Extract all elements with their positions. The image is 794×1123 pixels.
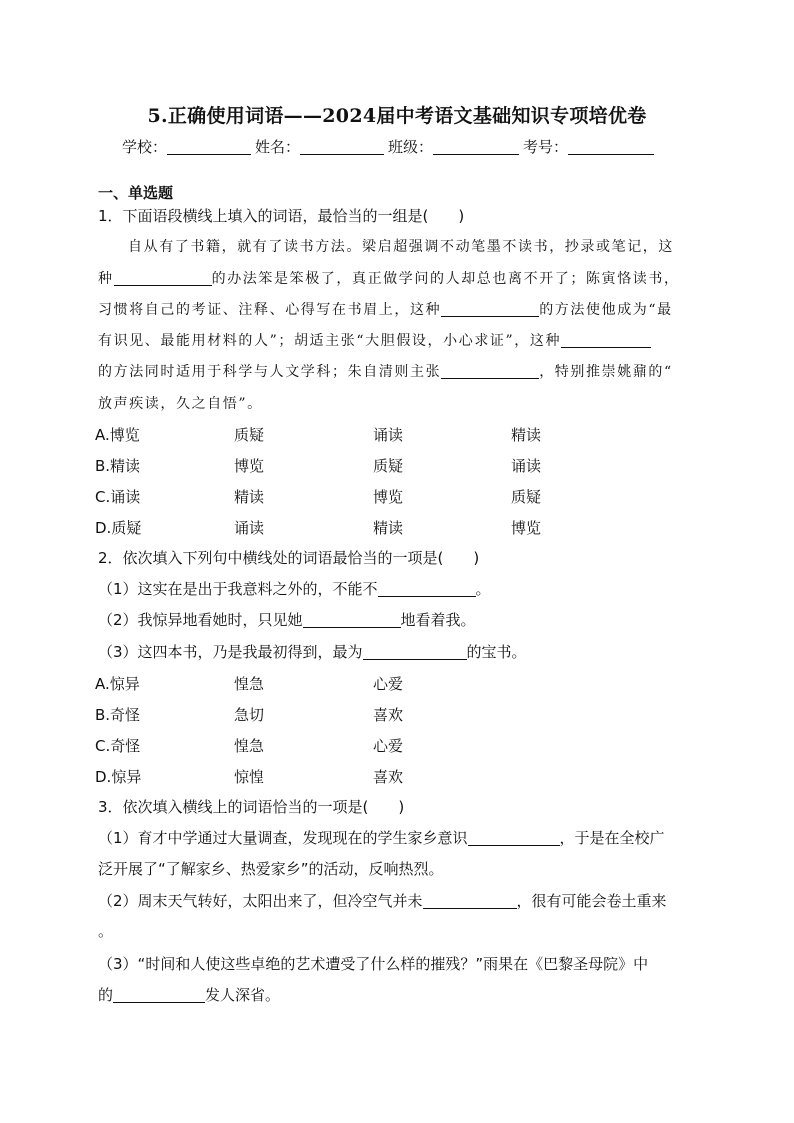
q3-sentence	[98, 890, 667, 911]
q1-passage-line	[98, 268, 680, 288]
q2-option-d[interactable]: D.惊异	[95, 768, 142, 786]
q1-option-b[interactable]: B.精读	[95, 457, 141, 475]
sentence-text: （2）周末天气转好，太阳出来了，但冷空气并未	[98, 892, 423, 910]
q2-option-word: 喜欢	[373, 706, 404, 724]
q1-passage-line: 自从有了书籍，就有了读书方法。梁启超强调不动笔墨不读书，抄录或笔记，这	[128, 239, 674, 255]
sentence-text: 的宝书。	[466, 643, 527, 661]
q1-blank-4[interactable]	[441, 363, 539, 379]
sentence-text: （2）我惊异地看她时，只见她	[98, 611, 303, 629]
q3-sentence: （3）“时间和人使这些卓绝的艺术遭受了什么样的摧残？”雨果在《巴黎圣母院》中	[98, 955, 649, 973]
q1-option-word: 博览	[234, 457, 265, 475]
q1-option-word: 诵读	[511, 457, 542, 475]
number-label: 考号：	[523, 138, 569, 156]
q1-passage-line	[98, 330, 651, 350]
q2-sentence	[98, 641, 527, 662]
q2-stem: 2．依次填入下列句中横线处的词语最恰当的一项是( )	[98, 549, 480, 567]
passage-text: ，特别推崇姚鼐的“	[539, 364, 673, 380]
q1-option-c[interactable]: C.诵读	[95, 488, 141, 506]
q1-stem: 1．下面语段横线上填入的词语，最恰当的一组是( )	[98, 207, 465, 225]
passage-text: 的方法使他成为“最	[539, 302, 673, 318]
q1-passage-line	[98, 361, 673, 381]
q1-option-d[interactable]: D.质疑	[95, 519, 142, 537]
q2-option-c[interactable]: C.奇怪	[95, 737, 141, 755]
q3-stem: 3．依次填入横线上的词语恰当的一项是( )	[98, 798, 405, 816]
sentence-text: 的	[98, 986, 114, 1004]
q2-option-word: 惶急	[234, 737, 265, 755]
class-label: 班级：	[388, 138, 434, 156]
school-label: 学校：	[122, 138, 168, 156]
q1-option-word: 诵读	[373, 426, 404, 444]
sentence-text: （1）育才中学通过大量调查，发现现在的学生家乡意识	[98, 829, 468, 847]
q3-sentence-continuation: 。	[98, 922, 114, 940]
q1-passage-line: 放声疾读，久之自悟”。	[98, 396, 263, 412]
q2-option-b[interactable]: B.奇怪	[95, 706, 141, 724]
number-field[interactable]	[568, 138, 654, 155]
q1-option-word: 质疑	[373, 457, 404, 475]
passage-text: 种	[98, 271, 114, 287]
q2-sentence	[98, 609, 476, 630]
passage-text: 的办法笨是笨极了，真正做学问的人却总也离不开了；陈寅恪读书，	[211, 271, 680, 287]
q1-option-word: 精读	[511, 426, 542, 444]
name-label: 姓名：	[255, 138, 301, 156]
q3-blank-3[interactable]	[113, 987, 205, 1003]
passage-text: 的方法同时适用于科学与人文学科；朱自清则主张	[98, 364, 442, 380]
student-info-row	[122, 136, 658, 157]
q2-option-word: 心爱	[373, 675, 404, 693]
passage-text: 有识见、最能用材料的人”；胡适主张“大胆假设，小心求证”，这种	[98, 333, 562, 349]
section-heading: 一、单选题	[98, 184, 174, 202]
q1-option-word: 博览	[373, 488, 404, 506]
sentence-text: （3）这四本书，乃是我最初得到，最为	[98, 643, 363, 661]
q1-option-word: 质疑	[511, 488, 542, 506]
q1-option-word: 诵读	[234, 519, 265, 537]
q2-option-word: 惊惶	[234, 768, 265, 786]
q3-sentence-continuation	[98, 984, 280, 1005]
q2-option-a[interactable]: A.惊异	[95, 675, 140, 693]
q2-blank-2[interactable]	[303, 612, 401, 628]
q2-sentence	[98, 578, 491, 599]
q1-option-word: 精读	[373, 519, 404, 537]
sentence-text: 。	[475, 580, 491, 598]
sentence-text: 地看着我。	[400, 611, 476, 629]
sentence-text: 发人深省。	[205, 986, 281, 1004]
q1-blank-2[interactable]	[441, 301, 539, 317]
q3-sentence	[98, 827, 665, 848]
q1-passage-line	[98, 299, 673, 319]
q3-blank-1[interactable]	[468, 830, 560, 846]
sentence-text: ，很有可能会卷土重来	[516, 892, 667, 910]
class-field[interactable]	[433, 138, 519, 155]
q1-option-word: 博览	[511, 519, 542, 537]
q2-option-word: 急切	[234, 706, 265, 724]
q2-option-word: 喜欢	[373, 768, 404, 786]
q3-sentence-continuation: 泛开展了“了解家乡、热爱家乡”的活动，反响热烈。	[98, 860, 444, 878]
name-field[interactable]	[300, 138, 384, 155]
q2-blank-3[interactable]	[363, 644, 467, 660]
q1-blank-1[interactable]	[114, 270, 212, 286]
q2-blank-1[interactable]	[378, 581, 476, 597]
q1-blank-3[interactable]	[561, 332, 651, 348]
sentence-text: ，于是在全校广	[559, 829, 665, 847]
sentence-text: （1）这实在是出于我意料之外的，不能不	[98, 580, 378, 598]
school-field[interactable]	[167, 138, 251, 155]
page-title: 5.正确使用词语——2024届中考语文基础知识专项培优卷	[147, 105, 647, 127]
q1-option-word: 质疑	[234, 426, 265, 444]
q3-blank-2[interactable]	[423, 893, 517, 909]
q1-option-word: 精读	[234, 488, 265, 506]
passage-text: 习惯将自己的考证、注释、心得写在书眉上，这种	[98, 302, 442, 318]
q2-option-word: 心爱	[373, 737, 404, 755]
q1-option-a[interactable]: A.博览	[95, 426, 140, 444]
q2-option-word: 惶急	[234, 675, 265, 693]
